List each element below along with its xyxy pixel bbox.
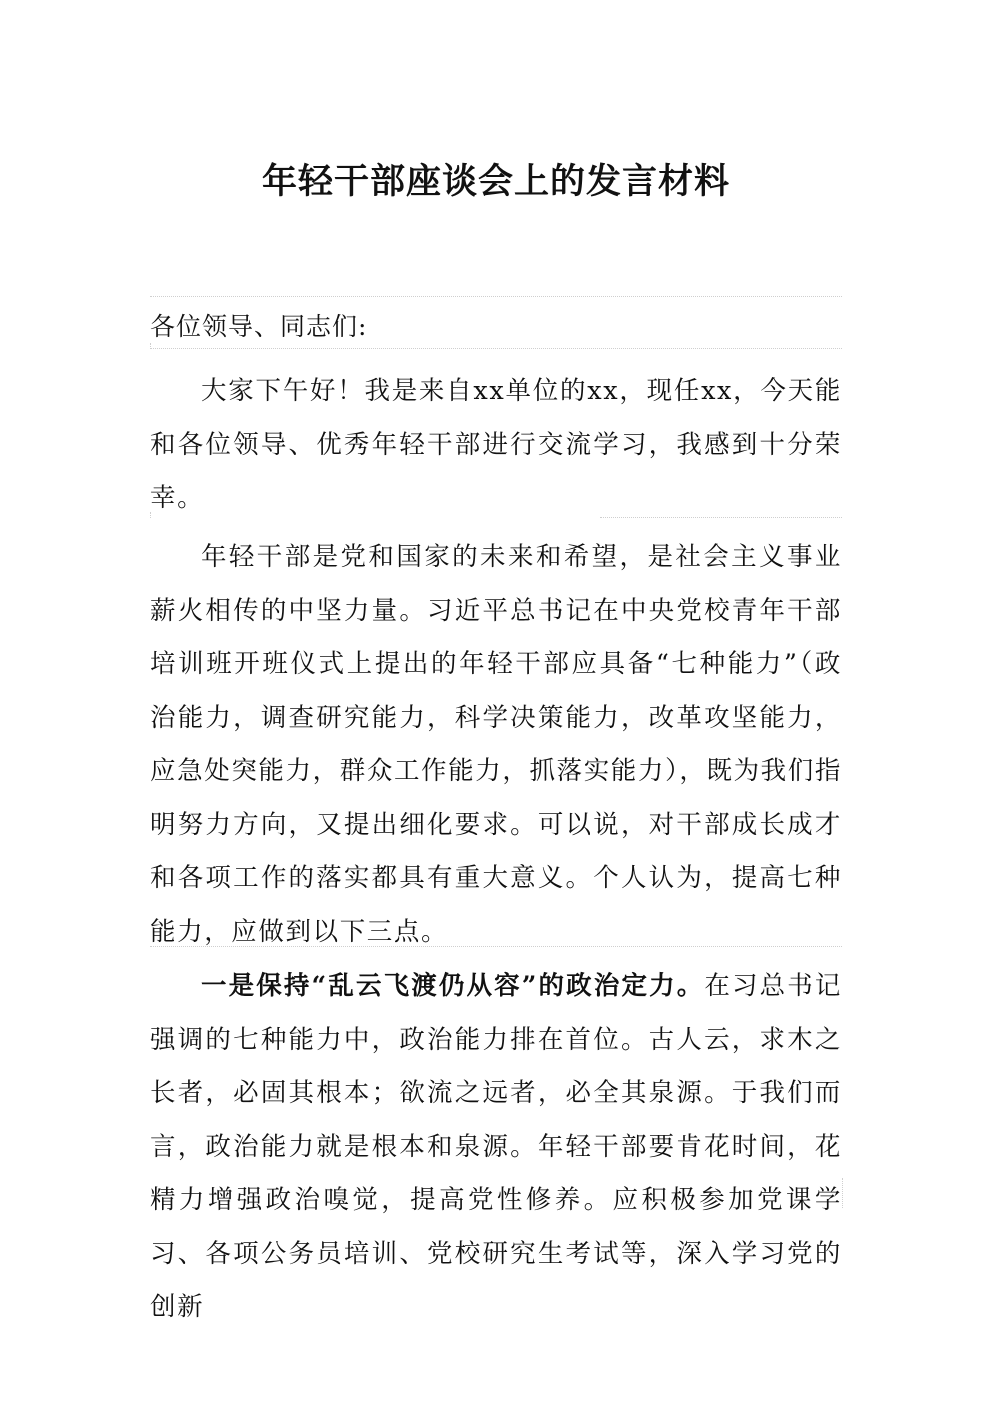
paragraph-text: 在习总书记强调的七种能力中，政治能力排在首位。古人云，求木之长者，必固其根本；欲流之远者，必全其泉源。于我们而言，政治能力就是根本和泉源。年轻干部要肯花时间，花精力增强政治嗅觉，提高党性修养。应积极参加党课学习、各项公务员培训、党校研究生考试等，深入学习党的创新 — [150, 971, 842, 1322]
paragraph-intro — [150, 531, 842, 959]
paragraph-divider — [150, 946, 842, 947]
paragraph-lead: 一是保持“乱云飞渡仍从容”的政治定力。 — [201, 971, 705, 1001]
salutation: 各位领导、同志们: — [150, 312, 368, 341]
paragraph-divider — [150, 296, 842, 297]
paragraph-marker — [150, 512, 151, 518]
paragraph-divider — [150, 348, 842, 349]
paragraph-text: 大家下午好！我是来自xx单位的xx，现任xx，今天能和各位领导、优秀年轻干部进行交流学习，我感到十分荣幸。 — [150, 376, 842, 513]
paragraph-marker — [150, 343, 151, 349]
paragraph-point-one — [150, 960, 842, 1335]
document-title: 年轻干部座谈会上的发言材料 — [261, 161, 730, 202]
paragraph-greeting — [150, 365, 842, 526]
margin-marker — [842, 1178, 843, 1208]
paragraph-divider — [600, 517, 842, 518]
paragraph-text: 年轻干部是党和国家的未来和希望，是社会主义事业薪火相传的中坚力量。习近平总书记在中央党校青年干部培训班开班仪式上提出的年轻干部应具备“七种能力”（政治能力，调查研究能力，科学决策能力，改革攻坚能力，应急处突能力，群众工作能力，抓落实能力），既为我们指明努力方向，又提出细化要求。可以说，对干部成长成才和各项工作的落实都具有重大意义。个人认为，提高七种能力，应做到以下三点。 — [150, 542, 842, 947]
